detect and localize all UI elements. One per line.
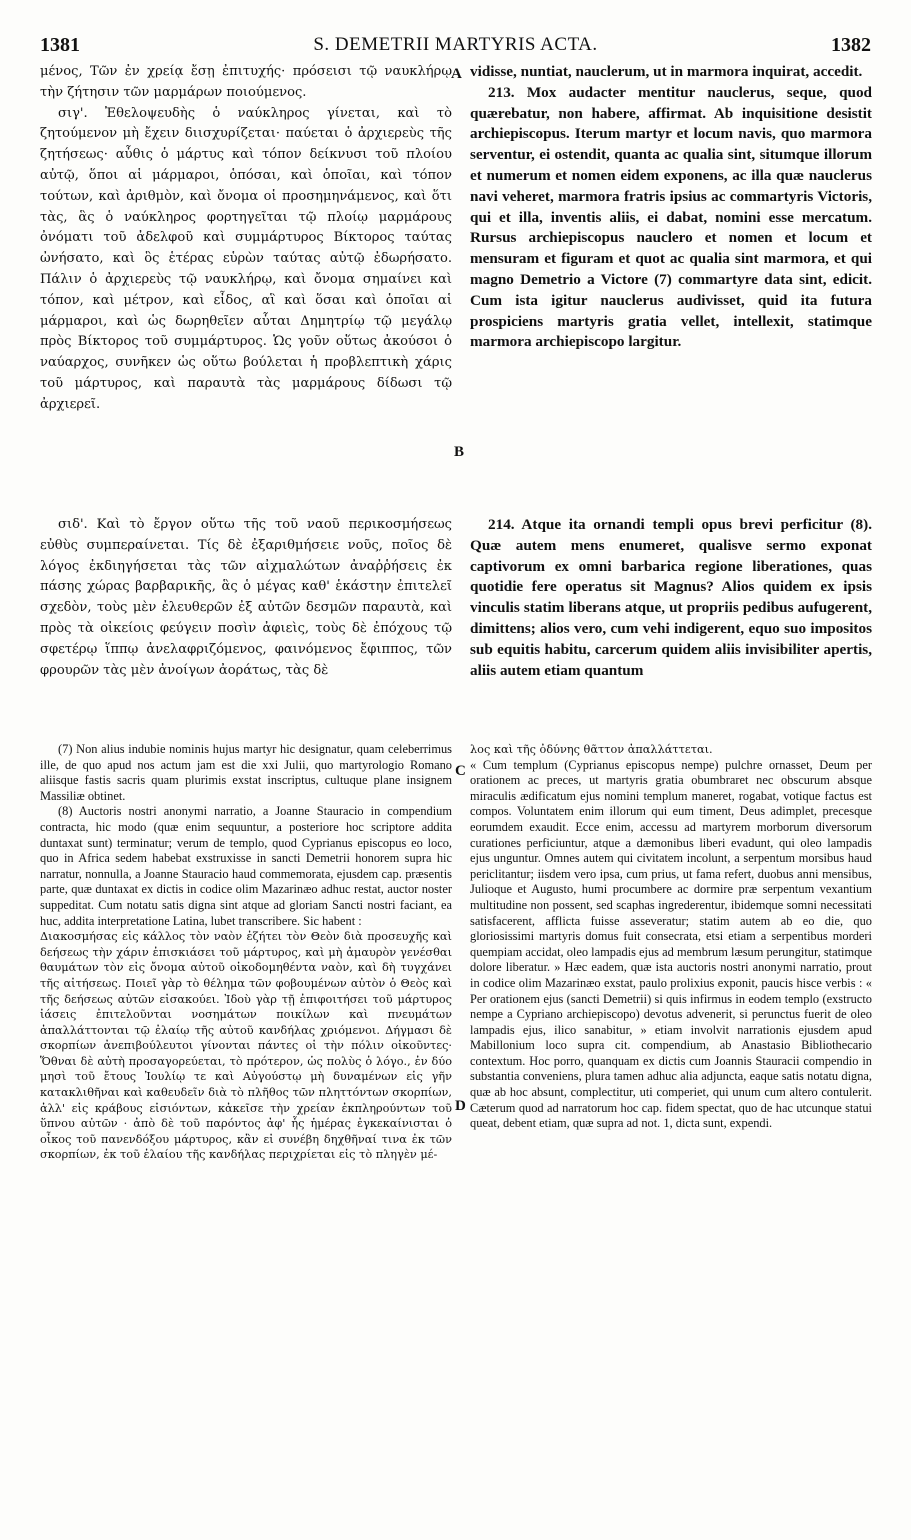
footnote-latin-translation: « Cum templum (Cyprianus episcopus nempe) pulchre ornasset, Deum per orationem ac preces, ut martyris gratia obumbraret nec obscurum absque miraculis ædificatum ejus nomini templum maneret, rogabat, votique factus est compos. Voluntatem enim illorum qui eum timent, Deus adimplet, precesque eorumdem exaudit. Ecce enim, accessu ad martyrem morborum diversorum curationes perficiuntur, atque a dæmonibus liberi evadunt, qui oleo lampadis ejus unguntur. Omnes autem qui civitatem incolunt, a serpentum morsibus haud periclitantur; iisdem vero ipsa, cum prius, ut fama refert, duobus anni mensibus, Julioque et Augusto, humi procumbere ac dormire præ serpentum vexantium multitudine non possent, sed scaphas ingrederentur, ibidemque somni necessitati satisfacerent, afflicta fuisse asseveratur; statim autem ab eo die, quo gloriosissimi martyris domus fuit consecrata, etsi etiam a serpentibus morderi quempiam accidat, oleo lampadis ejus ad membrum læsum perungitur, statimque dolore liberatur. » Hæc eadem, quæ ista auctoris nostri anonymi narratio, prout in codice olim Mazarinæo exstat, paulo prolixius exponit, paucis hisce verbis : « Per orationem ejus (sancti Demetrii) si quis infirmus in eodem templo (exstructo nempe a Cypriano archiepiscopo) devotus advenerit, si perunctus fuerit de oleo lampadis ejus, ilico sanabitur, » etiam involvit narrationis ejusdem apud Mabillonium loco supra cit. compendium, ab Anastasio Bibliothecario contextum. Hoc porro, quanquam ex dictis cum Joannis Stauracii compendio in substantia conveniens, plura tamen adhuc alia adjuncta, eaque satis notatu digna, quæ ab hoc absunt, complectitur, uti comperiet, qui unum cum altero contulerit. Cæterum quod ad narratorum hoc cap. fidem spectat, quo de hac utcunque statui queat, debent etiam, quæ supra ad not. 1, dicta sunt, expendi. (470, 757, 872, 1131)
latin-column (470, 62, 872, 353)
margin-marker-a: A (451, 66, 462, 82)
latin-paragraph: vidisse, nuntiat, nauclerum, ut in marmora inquirat, accedit. (470, 63, 863, 80)
greek-paragraph: σιγ'. Ἐθελοψευδὴς ὁ ναύκληρος γίνεται, καὶ τὸ ζητούμενον μὴ ἔχειν διισχυρίζεται· παύεται ὁ ἀρχιερεὺς τῆς ζητήσεως· αὖθις ὁ μάρτυς καὶ τόπον δείκνυσι τοῦ πλοίου αὐτῷ, ὅποι αἱ μάρμαροι, ὁπόσαι, καὶ ὁποῖαι, καὶ τόπον τούτων, καὶ ἀριθμὸν, καὶ ὄνομα οἱ προσημηνάμενος, καὶ ὅτι τὰς, ἃς ὁ ναύκληρος φορτηγεῖται τῷ πλοίῳ μαρμάρους ὀνόματι τοῦ ἀδελφοῦ καὶ συμμάρτυρος Βίκτορος ταύτας ὠνήσατο, καὶ ὃς ἑτέρας εὑρὼν ταύτας αὐτῷ ἐδωρήσατο. Πάλιν ὁ ἀρχιερεὺς τῷ ναυκλήρῳ, καὶ ὄνομα σημαίνει καὶ τόπον, καὶ μέτρον, καὶ εἶδος, αἳ καὶ ὅσαι καὶ ὁποῖαι αἱ μάρμαροι, καὶ ὡς δωρηθεῖεν αὗται Δημητρίῳ τῷ μεγάλῳ πρὸς Βίκτορος τοῦ συμμάρτυρος. Ὡς γοῦν οὕτως ἀκούσοι ὁ ναύαρχος, συνῆκεν ὡς οὕτω βούλεται ἡ προβλεπτικὴ χάρις τοῦ μάρτυρος, καὶ παραυτὰ τὰς μαρμάρους δίδωσι τῷ ἀρχιερεῖ. (40, 105, 452, 412)
greek-column-lower (40, 515, 452, 681)
running-title: S. DEMETRII MARTYRIS ACTA. (313, 34, 598, 55)
margin-marker-d: D (455, 1098, 466, 1114)
footnote-greek-continuation: λος καὶ τῆς ὀδύνης θᾶττον ἀπαλλάττεται. (470, 743, 713, 756)
footnotes-left (40, 742, 452, 1163)
greek-column (40, 62, 452, 416)
footnote-8-greek: Διακοσμήσας εἰς κάλλος τὸν ναὸν ἐζήτει τὸν Θεὸν διὰ προσευχῆς καὶ δεήσεως τὴν χάριν ἐπισκιάσει τοῦ μάρτυρος, καὶ μὴ ἀμαυρὸν γενέσθαι θαυμάτων τὸν εἰς ὄνομα αὐτοῦ οἰκοδομηθέντα ναὸν, καὶ δὴ τυγχάνει τῆς αἰτήσεως. Ποιεῖ γὰρ τὸ θέλημα τῶν φοβουμένων αὐτὸν ὁ Θεὸς καὶ τῆς δεήσεως αὐτῶν εἰσακούει. Ἰδοὺ γὰρ τῇ ἐπιφοιτήσει τοῦ μάρτυρος ἰάσεις ἐπιτελοῦνται νοσημάτων ποικίλων καὶ πνευμάτων ἀπαλλάττονται τῷ ἐλαίῳ τῆς αὐτοῦ κανδήλας χριόμενοι. Δήγμασι δὲ σκορπίων ἀνεπιβούλευτοι γίνονται πάντες οἱ τὴν πόλιν οἰκοῦντες· Ὅθναι δὲ αὐτὴ προσαγορεύεται, τὸ πρότερον, ὡς πολὺς ὁ λόγο., ἐν δύο μησὶ τοῦ ἔτους Ἰουλίῳ τε καὶ Αὐγούστῳ μὴ δυναμένων εἰς γῆν κατακλιθῆναι καὶ καθευδεῖν διὰ τὸ πλῆθος τῶν πληττόντων σκορπίων, ἀλλ' εἰς κράβους εἰσιόντων, κἀκεῖσε τὴν χρείαν ἐκπληρούντων τοῦ ὕπνου αὐτῶν · ἀπὸ δὲ τοῦ παρόντος ἀφ' ἧς ἡμέρας ἐγκεκαίνισται ὁ οἶκος τοῦ πανενδόξου μάρτυρος, κἂν εἰ συνέβη δηχθῆναί τινα ἐκ τῶν σκορπίων, ἐκ τοῦ ἐλαίου τῆς κανδήλας περιχρίεται εἰς τὸ πληγὲν μέ- (40, 930, 452, 1162)
footnote-7: (7) Non alius indubie nominis hujus martyr hic designatur, quam celeberrimus ille, de quo apud nos actum jam est die xxi Julii, quo martyrologio Romano aliisque fastis sacris quam plurimis exstat inscriptus, cultuque plane insignem Massiliæ obtinet. (40, 742, 452, 803)
page-number-left: 1381 (40, 34, 80, 56)
greek-paragraph: μένος, Τῶν ἐν χρείᾳ ἔσῃ ἐπιτυχής· πρόσεισι τῷ ναυκλήρῳ τὴν ζήτησιν τῶν μαρμάρων ποιούμενος. (40, 64, 452, 100)
latin-paragraph: 213. Mox audacter mentitur nauclerus, seque, quod quærebatur, non habere, affirmat. Ab inquisitione desistit archiepiscopus. Iterum martyr et locum navis, quo marmora serventur, ei ostendit, quanta ac qualia sint, situmque illorum et numerum et nomen eidem exponens, ac illa quæ nauclerus navi veheret, marmora fratris ipsius ac commartyris Victoris, qui et illa, inventis aliis, ei dabat, nomini esse mercatum. Rursus archiepiscopus nauclero et nomen et locum et mensuram et figuram et quot ac qualia sint marmora, et qui magno Demetrio a Victore (7) commartyre data sint, edicit. Cum ista igitur nauclerus audivisset, quid ita futura prospiciens martyris gratia vellet, intellexit, statimque marmora archiepiscopo largitur. (470, 83, 872, 351)
running-header (40, 34, 871, 60)
footnote-8: (8) Auctoris nostri anonymi narratio, a Joanne Stauracio in compendium contracta, hic modo (quæ enim sequuntur, a posteriore hoc scriptore addita duntaxat sunt) terminatur; verum de templo, quod Cyprianus episcopus eo loco, quo in Africa sedem habebat exstruxisse in sancti Demetrii honorem supra hic narratur, nonnulla, a Joanne Stauracio haud commemorata, ejusdem cap. præsentis parte, quæ duntaxat ex dictis in codice olim Mazarinæo adhuc restat, auctor noster suppeditat. Cum notatu satis digna sint atque ad gloriam Sancti nostri faciant, ea huc, addita interpretatione Latina, lubet transcribere. Sic habent : (40, 804, 452, 928)
page-number-right: 1382 (831, 34, 871, 56)
margin-marker-c: C (455, 763, 466, 779)
greek-paragraph: σιδ'. Καὶ τὸ ἔργον οὕτω τῆς τοῦ ναοῦ περικοσμήσεως εὐθὺς συμπεραίνεται. Τίς δὲ ἐξαριθμήσειε νοῦς, ποῖος δὲ λόγος ἐκδιηγήσεται τὰς τῶν αἰχμαλώτων ἀναῤῥήσεις ἐκ πάσης χώρας βαρβαρικῆς, ἃς ὁ μέγας καθ' ἑκάστην ἐπιτελεῖ σχεδὸν, τοὺς μὲν ἐλευθερῶν ἐξ αὐτῶν δεσμῶν παραυτὰ, καὶ πρὸς τὰ οἰκείοις φεύγειν ποσὶν ἀφιεὶς, τοὺς δὲ ἐπόχους τῷ σφετέρῳ ἵππῳ ἀνελαφριζόμενος, φαινόμενος ἔφιππος, τῶν φρουρῶν τὰς μὲν ἀνοίγων ἀοράτως, τὰς δὲ (40, 517, 452, 678)
footnotes-right (470, 742, 872, 1132)
margin-marker-b: B (454, 444, 465, 460)
latin-paragraph: 214. Atque ita ornandi templi opus brevi perficitur (8). Quæ autem mens enumeret, qualisve sermo exponat captivorum ex omni barbarica regione liberationes, quas quotidie fere operatus sit Magnus? Alios quidem ex ipsis vinculis statim liberans atque, ut propriis pedibus aufugerent, dimittens; alios vero, cum vehi indigerent, equo suo impositos sub equitis habitu, carcerum quidem aliis invisibiliter apertis, aliis autem etiam quantum (470, 516, 872, 679)
latin-column-lower (470, 515, 872, 681)
